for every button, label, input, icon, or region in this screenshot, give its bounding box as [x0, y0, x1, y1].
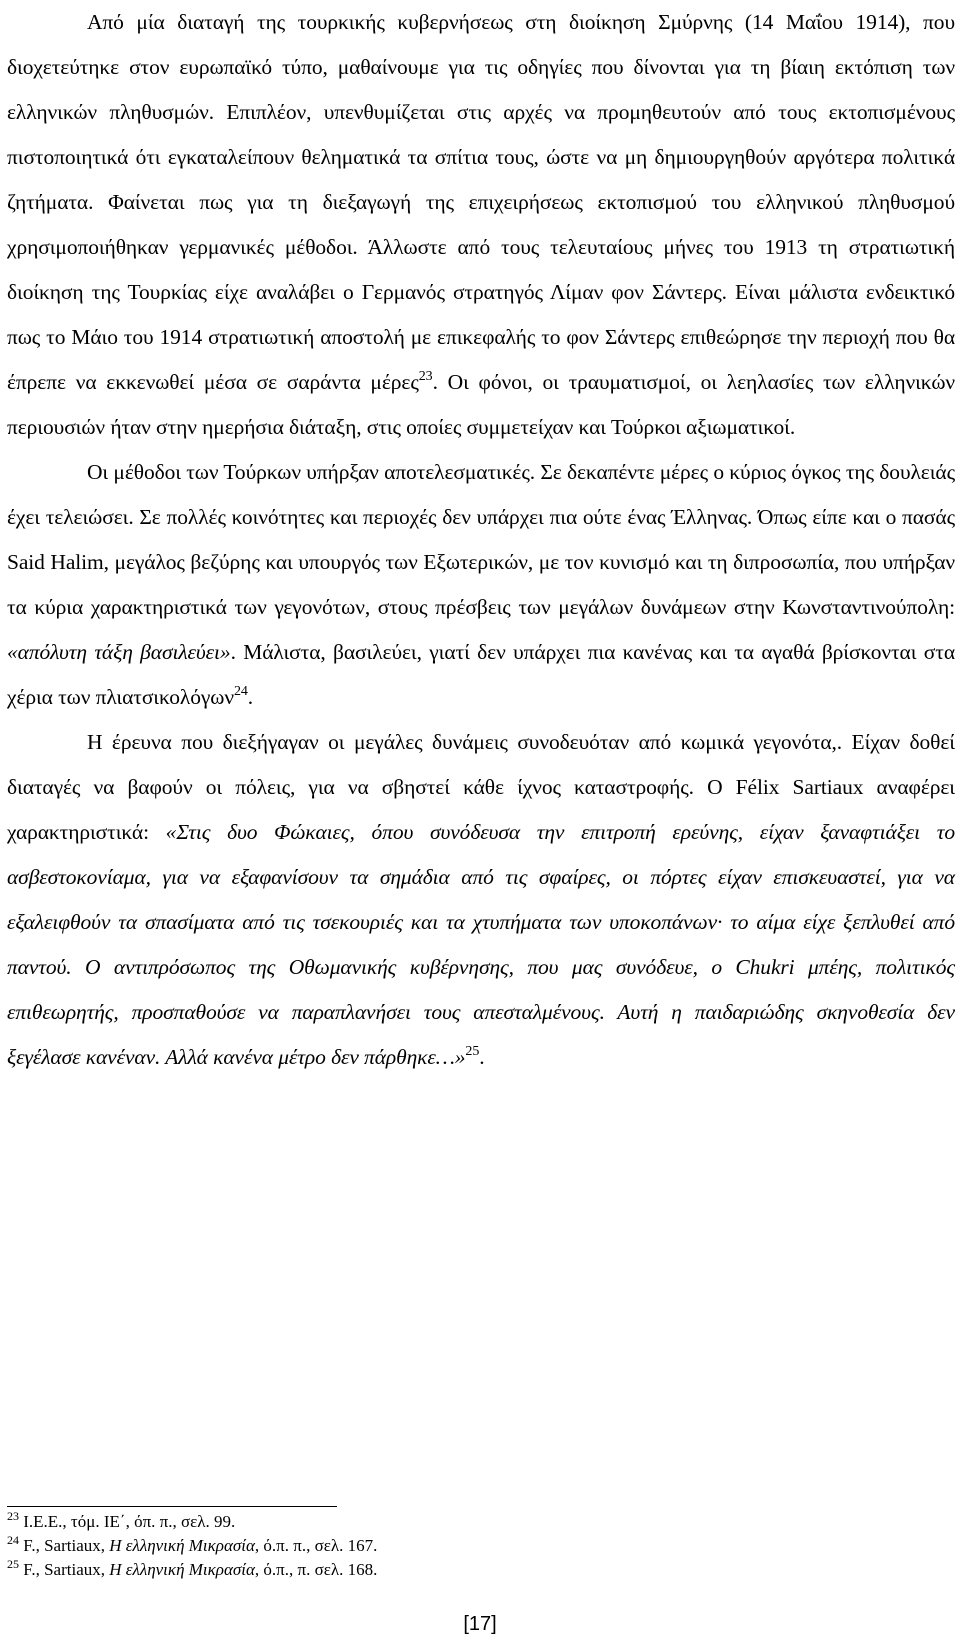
paragraph-2-text-end: . [247, 685, 254, 709]
footnote-24 [7, 1534, 907, 1558]
footnote-23 [7, 1510, 907, 1534]
paragraph-1-text-end: . Οι φόνοι, οι τραυματισμοί, οι λεηλασίες των ελληνικών περιουσιών ήταν στην ημερήσια διάταξη, στις οποίες συμμετείχαν και Τούρκοι αξιωματικοί. [7, 370, 955, 439]
paragraph-2-quote: «απόλυτη τάξη βασιλεύει» [7, 640, 231, 664]
footnote-text-end: , ό.π. π., σελ. 167. [254, 1536, 378, 1555]
paragraph-3-text: Η έρευνα που διεξήγαγαν οι μεγάλες δυνάμεις συνοδευόταν από κωμικά γεγονότα,. Είχαν δοθεί διαταγές να βαφούν οι πόλεις, για να σβηστεί κάθε ίχνος καταστροφής. Ο Félix Sartiaux αναφέρει χαρακτηριστικά: [7, 730, 955, 844]
paragraph-3-text-end: . [479, 1045, 485, 1069]
footnote-25 [7, 1558, 907, 1582]
body-text [7, 0, 955, 1080]
footnote-title: Η ελληνική Μικρασία [109, 1536, 255, 1555]
footnote-text: F., Sartiaux, [23, 1560, 110, 1579]
paragraph-2-text-mid: . Μάλιστα, βασιλεύει, γιατί δεν υπάρχει πια κανένας και τα αγαθά βρίσκονται στα χέρια των πλιατσικολόγων [7, 640, 955, 709]
footnote-separator [7, 1506, 337, 1507]
footnote-text-end: , ό.π., π. σελ. 168. [254, 1560, 378, 1579]
footnote-ref-24[interactable]: 24 [233, 684, 248, 699]
footnote-number: 24 [7, 1533, 19, 1547]
paragraph-3 [7, 720, 955, 1080]
footnote-title: Η ελληνική Μικρασία [109, 1560, 255, 1579]
footnote-ref-23[interactable]: 23 [418, 369, 433, 384]
paragraph-1 [7, 0, 955, 450]
page-number: [17] [463, 1613, 497, 1635]
footnote-ref-25[interactable]: 25 [465, 1044, 480, 1059]
paragraph-2-text: Οι μέθοδοι των Τούρκων υπήρξαν αποτελεσματικές. Σε δεκαπέντε μέρες ο κύριος όγκος της δουλειάς έχει τελειώσει. Σε πολλές κοινότητες και περιοχές δεν υπάρχει πια ούτε ένας Έλληνας. Όπως είπε και ο πασάς Said Halim, μεγάλος βεζύρης και υπουργός των Εξωτερικών, με τον κυνισμό και τη διπροσωπία, που υπήρξαν τα κύρια χαρακτηριστικά των γεγονότων, στους πρέσβεις των μεγάλων δυνάμεων στην Κωνσταντινούπολη: [7, 460, 955, 619]
footnote-text: F., Sartiaux, [23, 1536, 110, 1555]
paragraph-3-quote: «Στις δυο Φώκαιες, όπου συνόδευσα την επιτροπή ερεύνης, είχαν ξαναφτιάξει το ασβεστοκονίαμα, για να εξαφανίσουν τα σημάδια από τις σφαίρες, οι πόρτες είχαν επισκευαστεί, για να εξαλειφθούν τα σπασίματα από τις τσεκουριές και τα χτυπήματα των υποκοπάνων· το αίμα είχε ξεπλυθεί από παντού. Ο αντιπρόσωπος της Οθωμανικής κυβέρνησης, που μας συνόδευε, ο Chukri μπέης, πολιτικός επιθεωρητής, προσπαθούσε να παραπλανήσει τους απεσταλμένους. Αυτή η παιδαριώδης σκηνοθεσία δεν ξεγέλασε κανέναν. Αλλά κανένα μέτρο δεν πάρθηκε…» [7, 820, 955, 1069]
footnote-text: Ι.Ε.Ε., τόμ. ΙΕ΄, όπ. π., σελ. 99. [23, 1512, 236, 1531]
paragraph-1-text: Από μία διαταγή της τουρκικής κυβερνήσεως στη διοίκηση Σμύρνης (14 Μαΐου 1914), που διοχετεύτηκε στον ευρωπαϊκό τύπο, μαθαίνουμε για τις οδηγίες που δίνονται για τη βίαιη εκτόπιση των ελληνικών πληθυσμών. Επιπλέον, υπενθυμίζεται στις αρχές να προμηθευτούν από τους εκτοπισμένους πιστοποιητικά ότι εγκαταλείπουν θεληματικά τα σπίτια τους, ώστε να μη δημιουργηθούν αργότερα πολιτικά ζητήματα. Φαίνεται πως για τη διεξαγωγή της επιχειρήσεως εκτοπισμού του ελληνικού πληθυσμού χρησιμοποιήθηκαν γερμανικές μέθοδοι. Άλλωστε από τους τελευταίους μήνες του 1913 τη στρατιωτική διοίκηση της Τουρκίας είχε αναλάβει ο Γερμανός στρατηγός Λίμαν φον Σάντερς. Είναι μάλιστα ενδεικτικό πως το Μάιο του 1914 στρατιωτική αποστολή με επικεφαλής το φον Σάντερς επιθεώρησε την περιοχή που θα έπρεπε να εκκενωθεί μέσα σε σαράντα μέρες [7, 10, 955, 394]
footnotes [7, 1510, 907, 1582]
paragraph-2 [7, 450, 955, 720]
footnote-number: 23 [7, 1509, 19, 1523]
footnote-number: 25 [7, 1557, 19, 1571]
